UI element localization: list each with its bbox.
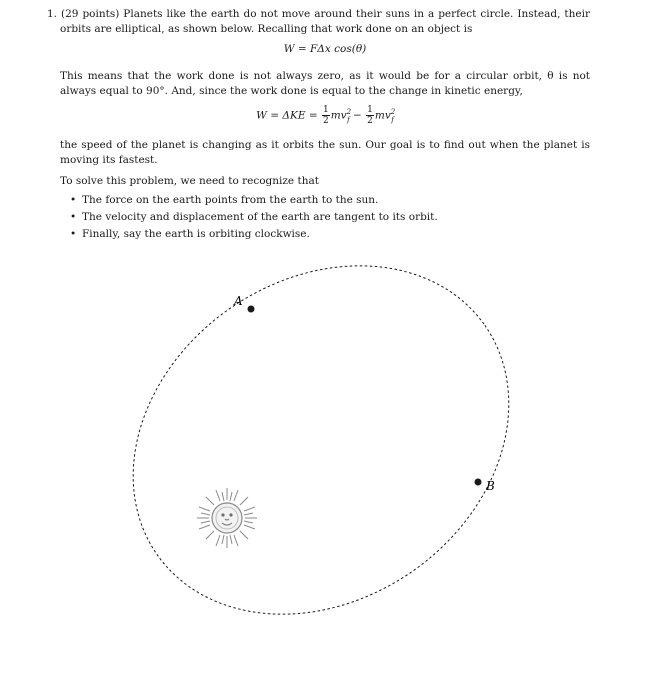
bullet-text: The force on the earth points from the earth to the sun. <box>82 193 379 206</box>
eq2-lhs: W = ΔKE = <box>256 109 318 122</box>
eq2-term2-sub: f <box>391 115 394 124</box>
bullet-text: Finally, say the earth is orbiting clockwise. <box>82 227 310 240</box>
bullet-dot-icon: • <box>70 210 77 223</box>
point-a-label: A <box>234 294 243 308</box>
eq2-term2-sup: 2 <box>390 108 396 116</box>
eq2-term1-sup: 2 <box>346 108 352 116</box>
eq2-frac2-den: 2 <box>367 116 373 126</box>
eq2-minus: − <box>353 109 362 122</box>
bullet-text: The velocity and displacement of the earth are tangent to its orbit. <box>82 210 438 223</box>
orbit-ellipse <box>65 194 576 686</box>
eq2-frac1-num: 1 <box>322 105 329 115</box>
point-b-marker <box>475 479 482 486</box>
bullet-dot-icon: • <box>70 193 77 206</box>
work-equation: W = FΔx cos(θ) <box>283 43 367 55</box>
eq2-frac2-num: 1 <box>367 105 373 115</box>
paragraph-work-not-zero: This means that the work done is not always zero, as it would be for a circular orbit, θ is not always equal to 90°. And, since the work done is equal to the change in kinetic energy, <box>60 70 590 97</box>
point-a-marker <box>248 306 255 313</box>
bullet-dot-icon: • <box>70 227 77 240</box>
eq2-term1-sub: f <box>347 115 350 124</box>
eq2-term2: mv <box>374 109 391 122</box>
eq2-frac1-den: 2 <box>322 116 329 126</box>
problem-number: 1. <box>47 8 58 20</box>
eq2-term1: mv <box>330 109 347 122</box>
point-b-label: B <box>486 479 495 493</box>
intro-text: (29 points) Planets like the earth do not move around their suns in a perfect circle. Instead, their orbits are elliptical, as shown below. Recalling that work done on an object is <box>60 8 590 35</box>
paragraph-speed-changing: the speed of the planet is changing as it orbits the sun. Our goal is to find out when the planet is moving its fastest. <box>60 138 590 166</box>
sun-icon <box>197 488 257 548</box>
paragraph-to-solve: To solve this problem, we need to recognize that <box>60 174 319 187</box>
